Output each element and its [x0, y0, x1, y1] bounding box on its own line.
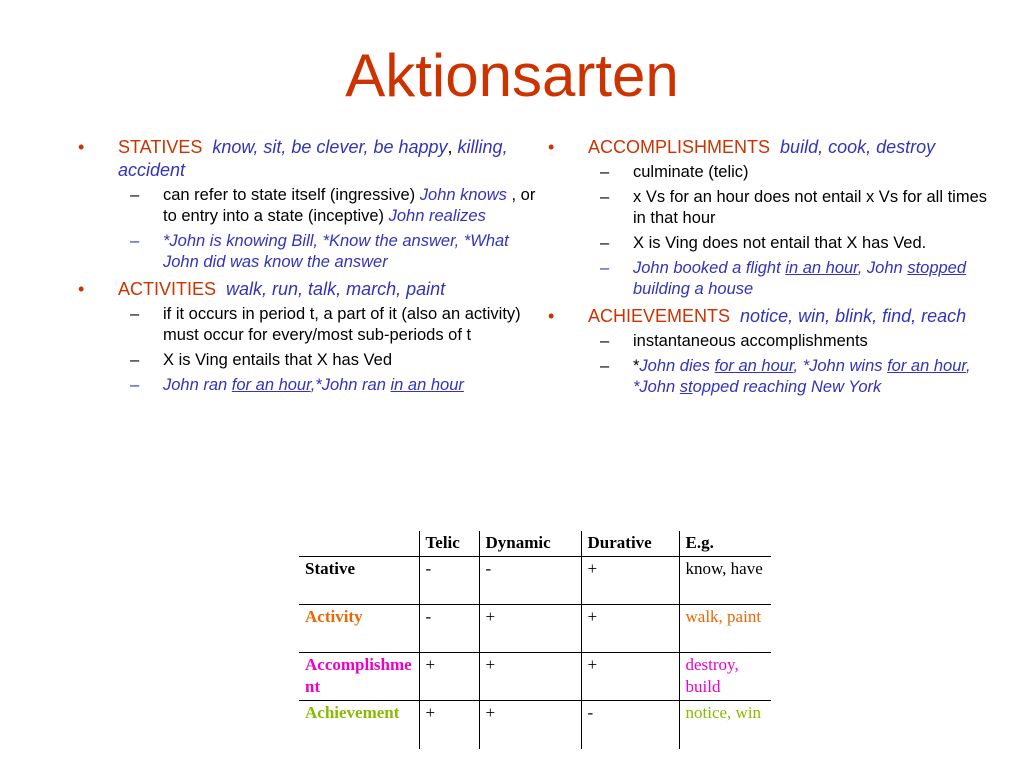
activities-sub-3-underline-1: for an hour	[231, 376, 311, 394]
achievements-heading: ACHIEVEMENTS	[588, 306, 731, 326]
activities-sub-2: – X is Ving entails that X has Ved	[78, 350, 538, 371]
table-row	[299, 605, 771, 653]
activities-sub-1: – if it occurs in period t, a part of it (also an activity) must occur for every/most sub-periods of t	[78, 304, 538, 346]
accomplishments-heading: ACCOMPLISHMENTS	[588, 137, 771, 157]
statives-sub-1-mid: , or to entry into a state (inceptive)	[163, 186, 536, 225]
achievements-sub-2-star: *	[633, 357, 640, 375]
statives-sub-1-example-1: John knows	[419, 186, 507, 204]
cell-durative: -	[581, 701, 679, 749]
row-label-stative: Stative	[305, 559, 356, 578]
bullet-achievements	[548, 305, 1000, 398]
achievements-sublist	[548, 331, 1000, 398]
achievements-sub-2-b: , *John wins	[793, 357, 888, 375]
cell-telic: +	[419, 701, 479, 749]
row-label-accomplishment: Accomplishment	[299, 653, 419, 701]
row-label-activity: Activity	[299, 605, 419, 653]
table-header-empty	[299, 531, 419, 557]
table-row	[299, 653, 771, 701]
left-column	[78, 136, 538, 401]
accomplishments-sub-1: – culminate (telic)	[548, 162, 1000, 183]
aktionsarten-feature-table	[299, 531, 771, 749]
accomplishments-sub-2: – x Vs for an hour does not entail x Vs for all times in that hour	[548, 187, 1000, 229]
cell-dynamic: +	[479, 653, 581, 701]
statives-sublist	[78, 185, 538, 273]
accomplishments-sub-3: – X is Ving does not entail that X has Ved.	[548, 233, 1000, 254]
cell-telic: +	[419, 653, 479, 701]
statives-examples: know, sit, be clever, be happy	[212, 137, 448, 157]
cell-durative: +	[581, 557, 679, 605]
activities-sublist	[78, 304, 538, 396]
cell-example: destroy, build	[679, 653, 771, 701]
cell-durative: +	[581, 605, 679, 653]
activities-sub-3	[78, 375, 538, 396]
achievements-sub-2-underline-1: for an hour	[714, 357, 794, 375]
achievements-sub-2-d: opped reaching New York	[692, 378, 882, 396]
table-header-eg: E.g.	[679, 531, 771, 557]
achievements-sub-2-underline-3: st	[679, 378, 693, 396]
cell-dynamic: -	[479, 557, 581, 605]
activities-sub-3-underline-2: in an hour	[390, 376, 464, 394]
statives-sub-1	[78, 185, 538, 227]
achievements-sub-2	[548, 356, 1000, 398]
accomplishments-sub-4-a: John booked a flight	[633, 259, 786, 277]
achievements-sub-1: – instantaneous accomplishments	[548, 331, 1000, 352]
statives-sub-1-text: can refer to state itself (ingressive)	[163, 186, 420, 204]
achievements-examples: notice, win, blink, find, reach	[740, 306, 967, 326]
bullet-statives	[78, 136, 538, 273]
achievements-sub-2-a: John dies	[639, 357, 715, 375]
achievements-sub-2-underline-2: for an hour	[887, 357, 966, 375]
right-column	[548, 136, 1000, 403]
statives-heading: STATIVES	[118, 137, 203, 157]
cell-dynamic: +	[479, 701, 581, 749]
activities-heading: ACTIVITIES	[118, 279, 217, 299]
slide-title: Aktionsarten	[345, 42, 679, 109]
row-label-achievement: Achievement	[299, 701, 419, 749]
bullet-activities	[78, 278, 538, 396]
table-header-durative: Durative	[581, 531, 679, 557]
cell-example: walk, paint	[679, 605, 771, 653]
activities-sub-3-b: ,*John ran	[310, 376, 391, 394]
cell-example: notice, win	[679, 701, 771, 749]
cell-telic: -	[419, 605, 479, 653]
table-header-dynamic: Dynamic	[479, 531, 581, 557]
cell-durative: +	[581, 653, 679, 701]
achievements-sub-2-c: , *John	[633, 357, 971, 396]
accomplishments-sublist	[548, 162, 1000, 300]
statives-sub-1-example-2: John realizes	[388, 207, 486, 225]
statives-comma: ,	[447, 137, 453, 157]
accomplishments-sub-4-underline-1: in an hour	[785, 259, 858, 277]
table-header-row	[299, 531, 771, 557]
table-row	[299, 701, 771, 749]
activities-examples: walk, run, talk, march, paint	[226, 279, 446, 299]
accomplishments-sub-4-underline-2: stopped	[907, 259, 967, 277]
cell-telic: -	[419, 557, 479, 605]
table-row	[299, 557, 771, 605]
accomplishments-sub-4	[548, 258, 1000, 300]
statives-examples-b: killing, accident	[118, 137, 508, 180]
activities-sub-3-a: John ran	[163, 376, 232, 394]
accomplishments-sub-4-b: , John	[857, 259, 908, 277]
bullet-accomplishments	[548, 136, 1000, 300]
accomplishments-sub-4-c: building a house	[633, 280, 754, 298]
table-header-telic: Telic	[419, 531, 479, 557]
cell-example: know, have	[679, 557, 771, 605]
statives-sub-2: – *John is knowing Bill, *Know the answer, *What John did was know the answer	[78, 231, 538, 273]
cell-dynamic: +	[479, 605, 581, 653]
accomplishments-examples: build, cook, destroy	[780, 137, 936, 157]
